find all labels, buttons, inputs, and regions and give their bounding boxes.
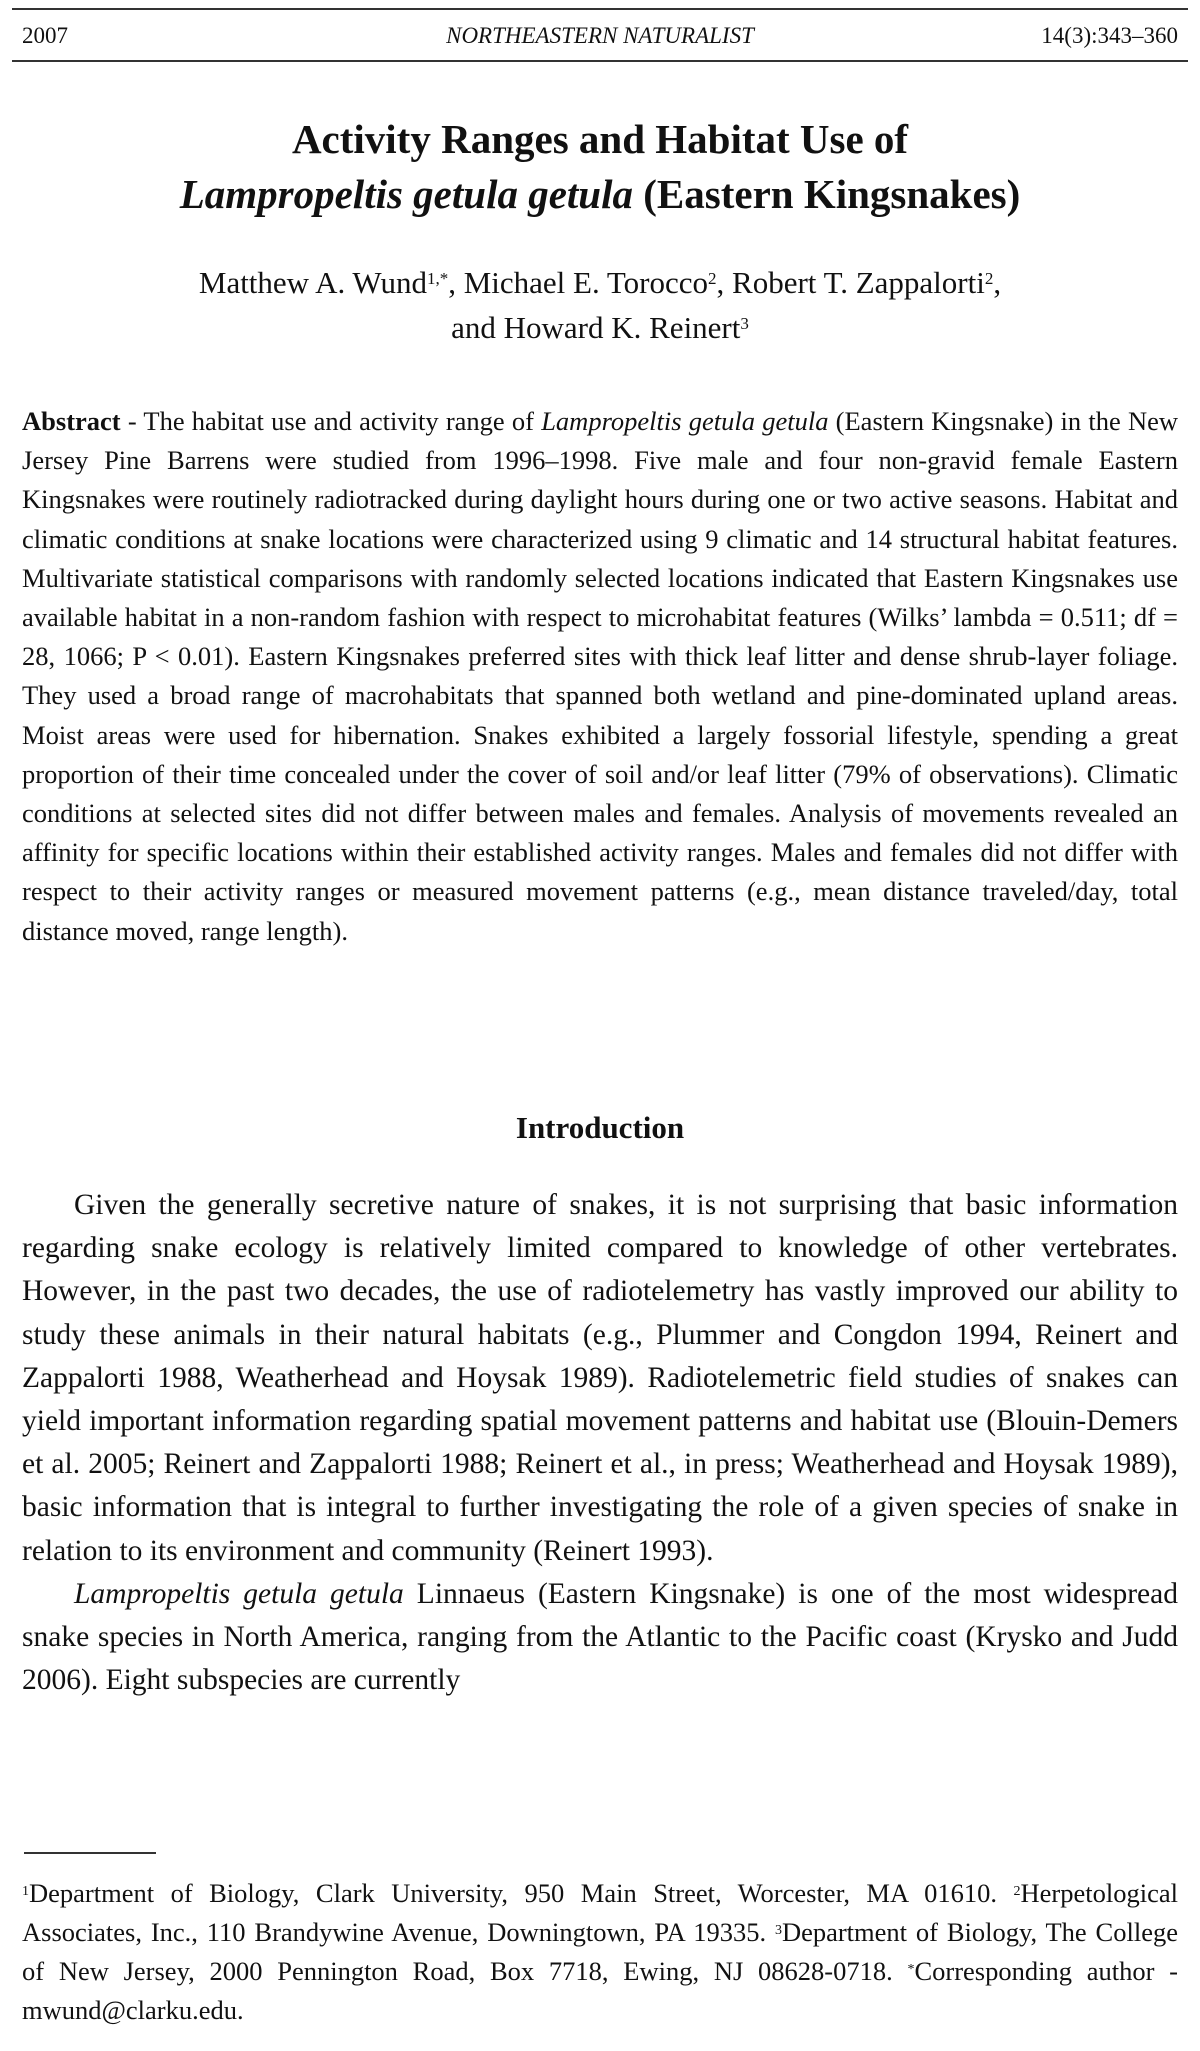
species-name: Lampropeltis getula getula: [74, 1577, 404, 1610]
volume-pages: 14(3):343–360: [1041, 23, 1178, 48]
title-line-1: Activity Ranges and Habitat Use of: [291, 116, 909, 162]
affiliation-marker: 1,*: [426, 269, 449, 288]
footnote-affiliation-3: Department of Biology, The College of New Jersey, 2000 Pennington Road, Box 7718, Ewing, NJ 08628-0718.: [22, 1917, 1178, 1986]
running-head: [0, 18, 1200, 54]
article-title: [0, 112, 1200, 222]
footnotes: [22, 1874, 1178, 2030]
title-common-name: (Eastern Kingsnakes): [633, 171, 1021, 217]
paragraph: [22, 1573, 1178, 1703]
footnote-marker: 3: [774, 1923, 782, 1938]
header-rule: [12, 60, 1188, 62]
footnote-marker: *: [907, 1962, 915, 1977]
authors-line-1: [0, 260, 1200, 305]
footnote-affiliation-1: Department of Biology, Clark University, 950 Main Street, Worcester, MA 01610.: [29, 1878, 1014, 1908]
abstract-label: Abstract: [22, 406, 121, 436]
authors-line-2: [0, 305, 1200, 350]
paragraph-text: Linnaeus (Eastern Kingsnake) is one of the most widespread snake species in North America, ranging from the Atlantic to the Pacific coast (Krysko and Judd 2006). Eight subspecies are currently: [22, 1577, 1178, 1697]
introduction-body: [22, 1184, 1178, 1702]
title-line-2: [0, 167, 1200, 222]
abstract: [22, 402, 1178, 951]
title-species: Lampropeltis getula getula: [179, 171, 634, 217]
journal-name: NORTHEASTERN NATURALIST: [446, 23, 754, 48]
footnote-affiliation-2: Herpetological Associates, Inc., 110 Brandywine Avenue, Downingtown, PA 19335.: [22, 1878, 1178, 1947]
footnote-corresponding-author: Corresponding author - mwund@clarku.edu.: [22, 1956, 1178, 2025]
top-rule: [12, 8, 1188, 10]
author-name: , Robert T. Zappalorti: [716, 265, 985, 300]
paragraph: Given the generally secretive nature of snakes, it is not surprising that basic information regarding snake ecology is relatively limited compared to knowledge of other vertebrates. However, in the past two decades, the use of radiotelemetry has vastly improved our ability to study these animals in their natural habitats (e.g., Plummer and Congdon 1994, Reinert and Zappalorti 1988, Weatherhead and Hoysak 1989). Radiotelemetric field studies of snakes can yield important information regarding spatial movement patterns and habitat use (Blouin-Demers et al. 2005; Reinert and Zappalorti 1988; Reinert et al., in press; Weatherhead and Hoysak 1989), basic information that is integral to further investigating the role of a given species of snake in relation to its environment and community (Reinert 1993).: [22, 1189, 1178, 1567]
footnote-marker: 2: [1013, 1884, 1021, 1899]
abstract-text: (Eastern Kingsnake) in the New Jersey Pine Barrens were studied from 1996–1998. Five male and four non-gravid female Eastern Kingsnakes were routinely radiotracked during daylight hours during one or two active seasons. Habitat and climatic conditions at snake locations were characterized using 9 climatic and 14 structural habitat features. Multivariate statistical comparisons with randomly selected locations indicated that Eastern Kingsnakes use available habitat in a non-random fashion with respect to microhabitat features (Wilks’ lambda = 0.511; df = 28, 1066; P < 0.01). Eastern Kingsnakes preferred sites with thick leaf litter and dense shrub-layer foliage. They used a broad range of macrohabitats that spanned both wetland and pine-dominated upland areas. Moist areas were used for hibernation. Snakes exhibited a largely fossorial lifestyle, spending a great proportion of their time concealed under the cover of soil and/or leaf litter (79% of observations). Climatic conditions at selected sites did not differ between males and females. Analysis of movements revealed an affinity for specific locations within their established activity ranges. Males and females did not differ with respect to their activity ranges or measured movement patterns (e.g., mean distance traveled/day, total distance moved, range length).: [22, 406, 1178, 946]
author-name: and Howard K. Reinert: [451, 310, 741, 345]
abstract-lead: - The habitat use and activity range of: [120, 406, 542, 436]
footnote-marker: 1: [22, 1884, 29, 1899]
author-list: [0, 260, 1200, 350]
footnote-rule: [24, 1852, 156, 1854]
author-name: Matthew A. Wund: [198, 265, 427, 300]
section-heading-introduction: Introduction: [515, 1110, 685, 1145]
affiliation-marker: 2: [708, 269, 717, 288]
affiliation-marker: 2: [984, 269, 994, 288]
author-separator: ,: [993, 265, 1002, 300]
affiliation-marker: 3: [740, 314, 749, 333]
publication-year: 2007: [22, 23, 68, 48]
author-name: , Michael E. Torocco: [448, 265, 709, 300]
abstract-species: Lampropeltis getula getula: [541, 406, 829, 436]
